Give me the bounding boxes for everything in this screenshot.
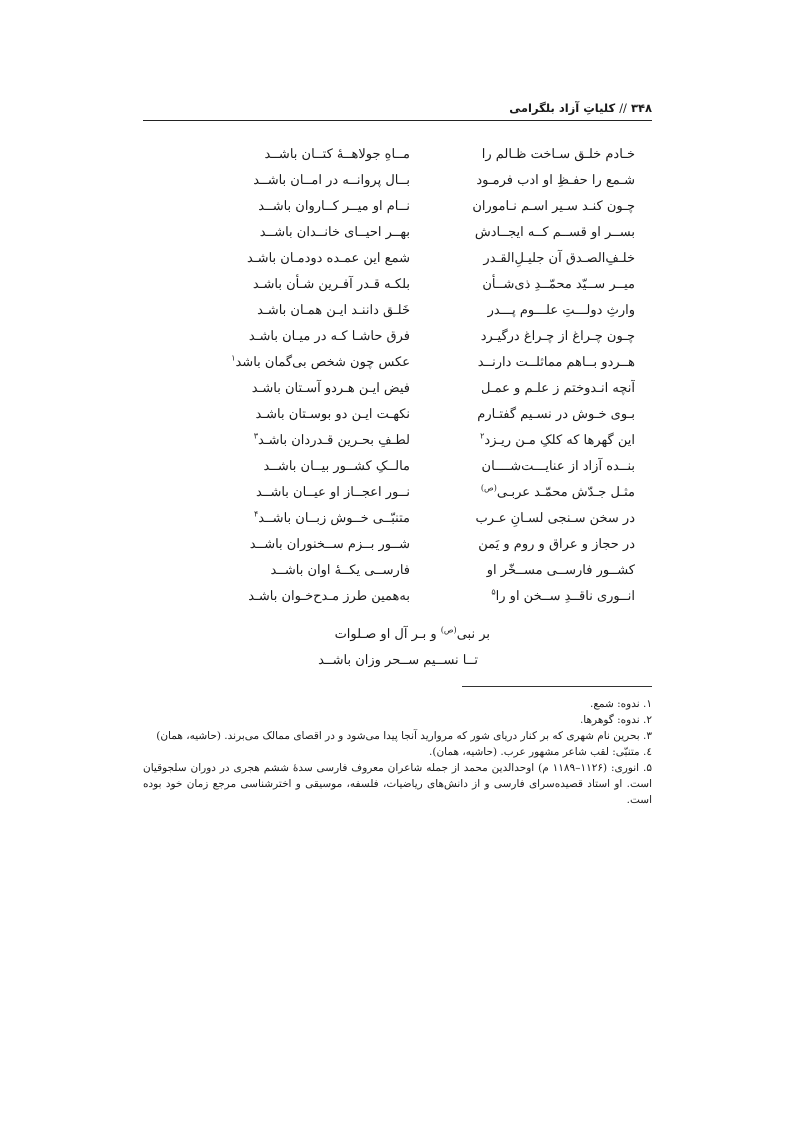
hemistich-text: در سخن سـنجی لسـانِ عـرب xyxy=(475,511,635,526)
hemistich-text: مثـل جـدّش محمّـد عربـی xyxy=(496,485,635,500)
hemistich-left xyxy=(205,298,410,324)
hemistich-text: مالــکِ کشــور بیــان باشــد xyxy=(263,459,410,474)
hemistich-text: چـون چـراغ از چـراغ درگیـرد xyxy=(480,329,635,344)
hemistich-left xyxy=(205,376,410,402)
hemistich-text: فرق حاشـا کـه در میـان باشـد xyxy=(248,329,410,344)
hemistich-left xyxy=(205,480,410,506)
couplet xyxy=(205,428,635,454)
hemistich-left xyxy=(205,168,410,194)
poem-body xyxy=(205,142,635,610)
couplet xyxy=(205,168,635,194)
hemistich-text: بنــده آزاد از عنایـــت‌شــــان xyxy=(481,459,635,474)
closing-line-1-sup: (ص) xyxy=(440,625,457,635)
hemistich-right xyxy=(410,142,635,168)
hemistich-right xyxy=(410,532,635,558)
footnote-marker: ۳ xyxy=(253,431,259,441)
hemistich-right xyxy=(410,480,635,506)
page-number: ۳۴۸ xyxy=(630,101,652,115)
book-title: کلیاتِ آزاد بلگرامی xyxy=(509,101,616,115)
hemistich-text: این گهرها که کلکِ مـن ریـزد xyxy=(484,433,635,448)
closing-line-1 xyxy=(290,622,500,648)
closing-line-1-a: بر نبی xyxy=(456,627,490,642)
footnote-marker: ۵ xyxy=(491,587,496,597)
couplet xyxy=(205,558,635,584)
hemistich-text: فیض ایـن هـردو آسـتان باشـد xyxy=(251,381,410,396)
footnote-marker: ۲ xyxy=(480,431,485,441)
hemistich-text: بهــر احیــای خانــدان باشــد xyxy=(259,225,410,240)
hemistich-right xyxy=(410,506,635,532)
hemistich-text: هــردو بــاهم مماثلــت دارنــد xyxy=(477,355,635,370)
hemistich-text: نــام او میــر کــاروان باشــد xyxy=(258,199,410,214)
hemistich-left xyxy=(205,142,410,168)
couplet xyxy=(205,402,635,428)
hemistich-right xyxy=(410,220,635,246)
footnote: ۵. انوری: (۱۱۲۶–۱۱۸۹ م) اوحدالدین محمد از جمله شاعران معروف فارسی سدهٔ ششم هجری در دوران سلجوقیان است. او استاد قصیده‌سرای فارسی و از دانش‌های ریاضیات، فلسفه، موسیقی و اخترشناسی مرجع زمان خود بوده است. xyxy=(143,762,652,806)
couplet xyxy=(205,376,635,402)
couplet xyxy=(205,220,635,246)
hemistich-text: انــوری ناقــدِ ســخن او را xyxy=(495,589,635,604)
footnote-marker: ۱ xyxy=(231,353,236,363)
hemistich-right xyxy=(410,428,635,454)
couplet xyxy=(205,454,635,480)
hemistich-text: به‌همین طرز مـدح‌خـوان باشـد xyxy=(248,589,410,604)
couplet xyxy=(205,506,635,532)
hemistich-left xyxy=(205,506,410,532)
hemistich-left xyxy=(205,454,410,480)
hemistich-left xyxy=(205,428,410,454)
hemistich-left xyxy=(205,558,410,584)
hemistich-left xyxy=(205,584,410,610)
page-header xyxy=(143,98,652,118)
hemistich-text: مــاهِ جولاهــهٔ کتــان باشــد xyxy=(264,147,410,162)
couplet xyxy=(205,532,635,558)
hemistich-left xyxy=(205,324,410,350)
hemistich-right xyxy=(410,194,635,220)
couplet xyxy=(205,324,635,350)
hemistich-right xyxy=(410,324,635,350)
hemistich-left xyxy=(205,532,410,558)
hemistich-text: شــور بــزم ســخنوران باشــد xyxy=(249,537,410,552)
couplet xyxy=(205,584,635,610)
hemistich-text: خَلـق داننـد ایـن همـان باشـد xyxy=(257,303,410,318)
hemistich-text: متنبّــی خــوش زبــان باشــد xyxy=(258,511,410,526)
footnotes xyxy=(143,696,652,808)
hemistich-text: وارثِ دولـــتِ علـــوم پـــدر xyxy=(487,303,635,318)
couplet xyxy=(205,246,635,272)
footnote-marker: (ص) xyxy=(480,483,497,493)
hemistich-right xyxy=(410,246,635,272)
closing-couplet xyxy=(290,622,500,674)
hemistich-text: فارســی یکــهٔ اوان باشــد xyxy=(270,563,410,578)
hemistich-text: خلـفِ‌الصـدق آن جلیـلِ‌القـدر xyxy=(483,251,635,266)
footnote: ۳. بحرین نام شهری که بر کنار دریای شور که مروارید آنجا پیدا می‌شود و در اقصای ممالک می‌برند. (حاشیه، همان) xyxy=(156,730,652,742)
couplet xyxy=(205,480,635,506)
hemistich-text: میــر ســیّد محمّــدِ ذی‌شــأن xyxy=(482,277,635,292)
header-rule xyxy=(143,120,652,121)
footnote-marker: ۴ xyxy=(253,509,259,519)
header-separator: // xyxy=(619,101,627,115)
couplet xyxy=(205,194,635,220)
footnote: ۲. ندوه: گوهرها. xyxy=(579,714,652,726)
hemistich-right xyxy=(410,558,635,584)
hemistich-text: چـون کنـد سـیر اسـم نـاموران xyxy=(472,199,635,214)
hemistich-left xyxy=(205,194,410,220)
hemistich-right xyxy=(410,584,635,610)
footnote: ٤. متنبّی: لقب شاعر مشهور عرب. (حاشیه، همان). xyxy=(429,746,652,758)
hemistich-text: عکس چون شخص بی‌گمان باشد xyxy=(235,355,410,370)
closing-line-2: تــا نســیم ســحر وزان باشــد xyxy=(318,653,478,668)
hemistich-text: بســر او قســم کــه ایجــادش xyxy=(474,225,635,240)
couplet xyxy=(205,298,635,324)
hemistich-text: بـوی خـوش در نسـیم گفتـارم xyxy=(477,407,635,422)
hemistich-text: خـادم خلـق سـاخت ظـالم را xyxy=(481,147,635,162)
hemistich-text: لطـفِ بحـرین قـدردان باشـد xyxy=(258,433,410,448)
hemistich-text: نکهـت ایـن دو بوسـتان باشـد xyxy=(255,407,410,422)
hemistich-text: بــال پروانــه در امــان باشــد xyxy=(253,173,410,188)
hemistich-text: شـمع را حفـظِ او ادب فرمـود xyxy=(476,173,635,188)
couplet xyxy=(205,350,635,376)
hemistich-right xyxy=(410,376,635,402)
closing-line-1-b: و بـر آل او صـلوات xyxy=(334,627,441,642)
hemistich-right xyxy=(410,298,635,324)
hemistich-left xyxy=(205,402,410,428)
hemistich-text: آنچه انـدوختم ز علـم و عمـل xyxy=(480,381,635,396)
hemistich-left xyxy=(205,350,410,376)
hemistich-left xyxy=(205,246,410,272)
hemistich-text: در حجاز و عراق و روم و یَمن xyxy=(478,537,635,552)
hemistich-text: نــور اعجــاز او عیــان باشــد xyxy=(256,485,410,500)
hemistich-right xyxy=(410,272,635,298)
hemistich-right xyxy=(410,402,635,428)
couplet xyxy=(205,272,635,298)
footnote: ۱. ندوه: شمع. xyxy=(590,698,652,710)
hemistich-right xyxy=(410,454,635,480)
hemistich-text: شمع این عمـده دودمـان باشـد xyxy=(247,251,410,266)
hemistich-text: بلکـه قـدر آفـرین شـأن باشـد xyxy=(252,277,410,292)
hemistich-left xyxy=(205,220,410,246)
hemistich-text: کشــور فارســی مســخّر او xyxy=(486,563,635,578)
couplet xyxy=(205,142,635,168)
hemistich-right xyxy=(410,350,635,376)
hemistich-left xyxy=(205,272,410,298)
hemistich-right xyxy=(410,168,635,194)
footnote-rule xyxy=(462,686,652,687)
